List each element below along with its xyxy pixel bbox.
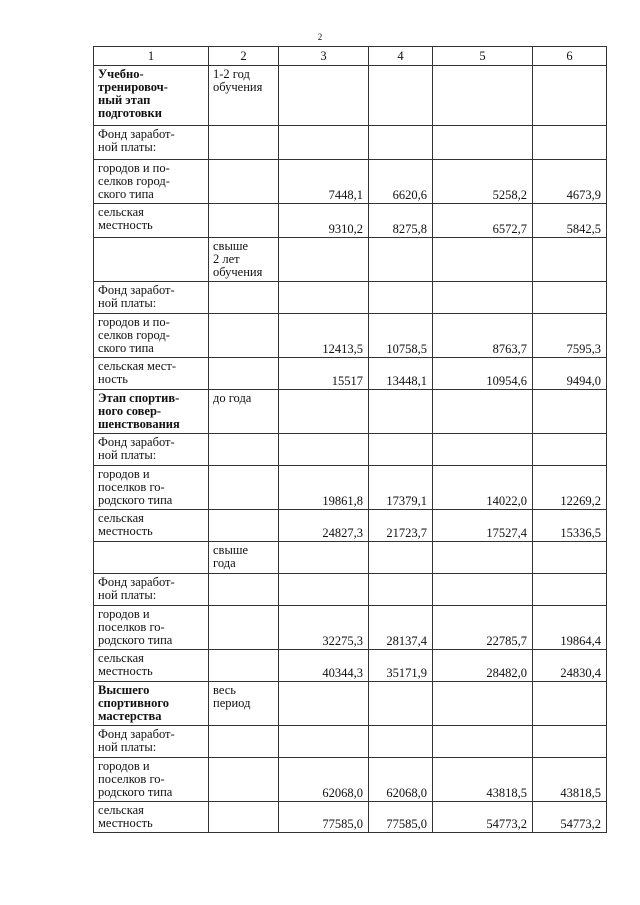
table-row xyxy=(94,802,607,833)
value-cell: 7595,3 xyxy=(533,314,607,358)
value-cell: 28482,0 xyxy=(433,650,533,682)
period-cell xyxy=(209,510,279,542)
row-label: Фонд заработ- ной платы: xyxy=(94,126,209,160)
value-cell xyxy=(433,66,533,126)
value-cell: 15517 xyxy=(279,358,369,390)
value-cell xyxy=(279,682,369,726)
header-row xyxy=(94,47,607,66)
value-cell: 10954,6 xyxy=(433,358,533,390)
value-cell xyxy=(533,390,607,434)
salary-fund-table xyxy=(93,46,607,833)
row-label xyxy=(94,542,209,574)
value-cell xyxy=(533,542,607,574)
row-label: сельская местность xyxy=(94,204,209,238)
period-cell xyxy=(209,758,279,802)
row-label: городов и поселков го- родского типа xyxy=(94,758,209,802)
value-cell xyxy=(369,126,433,160)
value-cell xyxy=(433,126,533,160)
period-cell xyxy=(209,650,279,682)
period-cell xyxy=(209,802,279,833)
value-cell xyxy=(279,542,369,574)
row-label: городов и поселков го- родского типа xyxy=(94,466,209,510)
row-label: сельская местность xyxy=(94,802,209,833)
value-cell: 12413,5 xyxy=(279,314,369,358)
value-cell xyxy=(369,390,433,434)
value-cell xyxy=(433,238,533,282)
value-cell: 43818,5 xyxy=(433,758,533,802)
row-label: сельская местность xyxy=(94,650,209,682)
page-number: 2 xyxy=(317,32,323,42)
table-row xyxy=(94,510,607,542)
row-label: Фонд заработ- ной платы: xyxy=(94,282,209,314)
period-cell xyxy=(209,606,279,650)
row-label: Фонд заработ- ной платы: xyxy=(94,434,209,466)
value-cell: 62068,0 xyxy=(369,758,433,802)
value-cell xyxy=(369,66,433,126)
value-cell xyxy=(433,574,533,606)
value-cell: 32275,3 xyxy=(279,606,369,650)
row-label: Этап спортив- ного совер- шенствования xyxy=(94,390,209,434)
value-cell: 62068,0 xyxy=(279,758,369,802)
value-cell xyxy=(433,682,533,726)
value-cell: 17379,1 xyxy=(369,466,433,510)
table-body xyxy=(94,47,607,833)
value-cell: 43818,5 xyxy=(533,758,607,802)
row-label: Учебно- тренировоч- ный этап подготовки xyxy=(94,66,209,126)
period-cell xyxy=(209,204,279,238)
value-cell: 5842,5 xyxy=(533,204,607,238)
value-cell xyxy=(533,282,607,314)
column-header: 3 xyxy=(279,47,369,66)
table-row xyxy=(94,390,607,434)
value-cell: 7448,1 xyxy=(279,160,369,204)
value-cell xyxy=(279,726,369,758)
value-cell: 24827,3 xyxy=(279,510,369,542)
value-cell: 15336,5 xyxy=(533,510,607,542)
period-cell: 1-2 год обучения xyxy=(209,66,279,126)
row-label xyxy=(94,238,209,282)
value-cell xyxy=(433,542,533,574)
table-row xyxy=(94,758,607,802)
row-label: Фонд заработ- ной платы: xyxy=(94,574,209,606)
period-cell: до года xyxy=(209,390,279,434)
value-cell: 24830,4 xyxy=(533,650,607,682)
period-cell: весь период xyxy=(209,682,279,726)
value-cell: 8763,7 xyxy=(433,314,533,358)
table-row xyxy=(94,238,607,282)
row-label: городов и поселков го- родского типа xyxy=(94,606,209,650)
value-cell xyxy=(279,238,369,282)
row-label: городов и по- селков город- ского типа xyxy=(94,314,209,358)
row-label: городов и по- селков город- ского типа xyxy=(94,160,209,204)
value-cell xyxy=(533,126,607,160)
period-cell xyxy=(209,434,279,466)
row-label: сельская мест- ность xyxy=(94,358,209,390)
period-cell xyxy=(209,282,279,314)
column-header: 4 xyxy=(369,47,433,66)
row-label: Высшего спортивного мастерства xyxy=(94,682,209,726)
value-cell xyxy=(433,390,533,434)
value-cell: 40344,3 xyxy=(279,650,369,682)
period-cell xyxy=(209,466,279,510)
column-header: 6 xyxy=(533,47,607,66)
table-row xyxy=(94,126,607,160)
value-cell: 14022,0 xyxy=(433,466,533,510)
value-cell: 54773,2 xyxy=(433,802,533,833)
value-cell: 22785,7 xyxy=(433,606,533,650)
value-cell xyxy=(369,726,433,758)
value-cell xyxy=(279,126,369,160)
value-cell xyxy=(369,282,433,314)
value-cell: 10758,5 xyxy=(369,314,433,358)
value-cell xyxy=(533,66,607,126)
value-cell: 21723,7 xyxy=(369,510,433,542)
value-cell xyxy=(369,682,433,726)
value-cell xyxy=(433,726,533,758)
table-row xyxy=(94,726,607,758)
value-cell: 12269,2 xyxy=(533,466,607,510)
value-cell: 19861,8 xyxy=(279,466,369,510)
value-cell xyxy=(533,726,607,758)
table-row xyxy=(94,542,607,574)
value-cell: 6572,7 xyxy=(433,204,533,238)
value-cell: 77585,0 xyxy=(279,802,369,833)
value-cell: 9494,0 xyxy=(533,358,607,390)
value-cell xyxy=(279,434,369,466)
value-cell xyxy=(533,434,607,466)
value-cell: 6620,6 xyxy=(369,160,433,204)
value-cell xyxy=(433,282,533,314)
value-cell: 4673,9 xyxy=(533,160,607,204)
table-row xyxy=(94,434,607,466)
value-cell: 54773,2 xyxy=(533,802,607,833)
value-cell xyxy=(279,66,369,126)
value-cell: 9310,2 xyxy=(279,204,369,238)
value-cell xyxy=(433,434,533,466)
period-cell xyxy=(209,314,279,358)
value-cell xyxy=(369,434,433,466)
value-cell xyxy=(279,282,369,314)
table-row xyxy=(94,466,607,510)
value-cell xyxy=(369,238,433,282)
column-header: 2 xyxy=(209,47,279,66)
value-cell xyxy=(369,542,433,574)
value-cell xyxy=(533,574,607,606)
value-cell: 19864,4 xyxy=(533,606,607,650)
table-row xyxy=(94,160,607,204)
value-cell: 28137,4 xyxy=(369,606,433,650)
table-row xyxy=(94,650,607,682)
value-cell xyxy=(369,574,433,606)
table-row xyxy=(94,204,607,238)
value-cell: 13448,1 xyxy=(369,358,433,390)
value-cell: 77585,0 xyxy=(369,802,433,833)
value-cell: 8275,8 xyxy=(369,204,433,238)
value-cell: 35171,9 xyxy=(369,650,433,682)
period-cell xyxy=(209,358,279,390)
value-cell xyxy=(279,574,369,606)
value-cell xyxy=(533,682,607,726)
column-header: 1 xyxy=(94,47,209,66)
table-row xyxy=(94,314,607,358)
column-header: 5 xyxy=(433,47,533,66)
value-cell xyxy=(279,390,369,434)
table-row xyxy=(94,282,607,314)
period-cell xyxy=(209,160,279,204)
value-cell: 17527,4 xyxy=(433,510,533,542)
table-row xyxy=(94,574,607,606)
value-cell: 5258,2 xyxy=(433,160,533,204)
row-label: Фонд заработ- ной платы: xyxy=(94,726,209,758)
table-row xyxy=(94,606,607,650)
table-row xyxy=(94,66,607,126)
value-cell xyxy=(533,238,607,282)
period-cell: свыше 2 лет обучения xyxy=(209,238,279,282)
period-cell xyxy=(209,574,279,606)
table-row xyxy=(94,358,607,390)
period-cell: свыше года xyxy=(209,542,279,574)
table-row xyxy=(94,682,607,726)
row-label: сельская местность xyxy=(94,510,209,542)
period-cell xyxy=(209,726,279,758)
period-cell xyxy=(209,126,279,160)
